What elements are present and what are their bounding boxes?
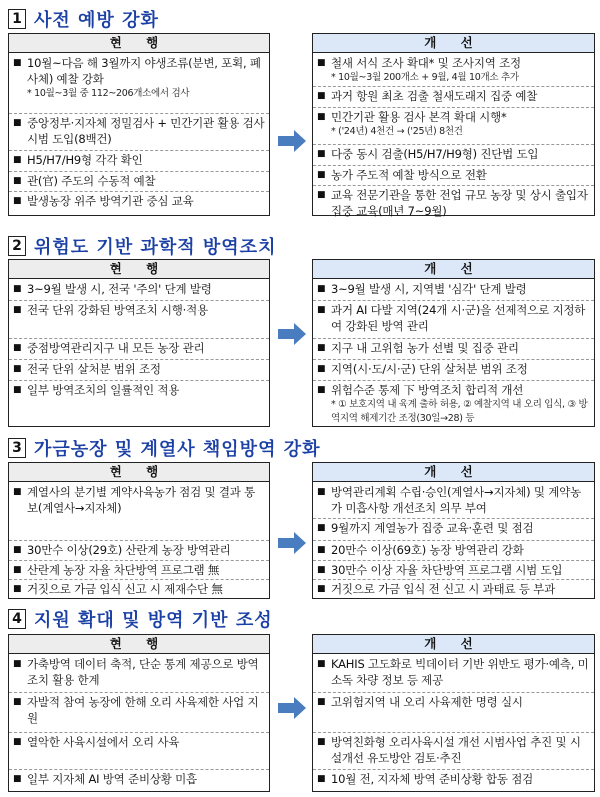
list-item: ■ 전국 단위 살처분 범위 조정: [9, 360, 269, 381]
current-header: 현 행: [9, 463, 269, 482]
improved-header: 개 선: [313, 635, 594, 654]
list-item: ■ 지구 내 고위험 농가 선별 및 집중 관리: [313, 339, 594, 360]
improved-box: [312, 462, 595, 599]
list-item: ■ 농가 주도적 예찰 방식으로 전환: [313, 166, 594, 186]
section-number: 3: [8, 438, 26, 458]
current-box: [8, 33, 270, 216]
section-heading: 위험도 기반 과학적 방역조치: [34, 237, 277, 258]
list-item: ■ 발생농장 위주 방역기관 중심 교육: [13, 194, 194, 208]
list-item: ■ 관(官) 주도의 수동적 예찰: [9, 172, 269, 192]
list-item: ■ 가축방역 데이터 축적, 단순 통계 제공으로 방역조치 활용 한계: [9, 655, 269, 693]
arrow-right-icon: [278, 323, 306, 345]
improved-box: [312, 33, 595, 216]
section-number: 1: [8, 9, 26, 29]
list-item: ■ 일부 방역조치의 일률적인 적용: [13, 383, 180, 397]
arrow-right-icon: [278, 697, 306, 719]
section-number: 2: [8, 236, 26, 256]
list-item: ■ 자발적 참여 농장에 한해 오리 사육제한 사업 지원: [9, 693, 269, 733]
arrow-right-icon: [278, 532, 306, 554]
list-item: ■ 산란계 농장 자율 차단방역 프로그램 無: [9, 561, 269, 580]
section-number: 4: [8, 609, 26, 629]
list-item: ■ 10월~다음 해 3월까지 야생조류(분변, 포획, 폐사체) 예찰 강화 * 10월~3월 중 112~206개소에서 검사: [9, 54, 269, 114]
list-item: ■ 중점방역관리지구 내 모든 농장 관리: [9, 339, 269, 360]
improved-box: [312, 634, 595, 792]
list-item: ■ 과거 AI 다발 지역(24개 시·군)을 선제적으로 지정하여 강화된 방역 관리: [313, 301, 594, 339]
list-item: ■ H5/H7/H9형 각각 확인: [9, 151, 269, 172]
list-item: ■ 다중 동시 검출(H5/H7/H9형) 진단법 도입: [313, 145, 594, 166]
improved-box: [312, 259, 595, 427]
section-heading: 사전 예방 강화: [34, 10, 159, 31]
section-title: [8, 6, 159, 32]
list-item: ■ 거짓으로 가금 입식 신고 시 제재수단 無: [13, 582, 223, 596]
list-item: ■ 과거 항원 최초 검출 철새도래지 집중 예찰: [313, 87, 594, 108]
section-heading: 가금농장 및 계열사 책임방역 강화: [34, 439, 321, 460]
section-title: [8, 606, 273, 632]
improved-header: 개 선: [313, 463, 594, 482]
list-item: ■ 20만수 이상(69호) 농장 방역관리 강화: [313, 541, 594, 561]
current-box: [8, 634, 270, 792]
list-item: ■ 3~9월 발생 시, 전국 '주의' 단계 발령: [9, 280, 269, 301]
list-item: ■ 9월까지 계열농가 집중 교육·훈련 및 점검: [313, 519, 594, 541]
list-item: ■ 전국 단위 강화된 방역조치 시행·적용: [9, 301, 269, 339]
section-4: [0, 606, 600, 796]
list-item: ■ 거짓으로 가금 입식 전 신고 시 과태료 등 부과: [317, 582, 556, 596]
improved-header: 개 선: [313, 34, 594, 53]
list-item: ■ 지역(시·도/시·군) 단위 살처분 범위 조정: [313, 360, 594, 381]
section-title: [8, 435, 321, 461]
list-item: ■ 계열사의 분기별 계약사육농가 점검 및 결과 통보(계열사→지자체): [9, 483, 269, 541]
section-title: [8, 233, 276, 259]
list-item: ■ 중앙정부·지자체 정밀검사 + 민간기관 활용 검사 시범 도입(8백건): [9, 114, 269, 151]
current-header: 현 행: [9, 34, 269, 53]
list-item: ■ 고위험지역 내 오리 사육제한 명령 실시: [313, 693, 594, 733]
section-2: [0, 233, 600, 428]
list-item: ■ 방역친화형 오리사육시설 개선 시범사업 추진 및 시설개선 유도방안 검토·추진: [313, 733, 594, 770]
current-header: 현 행: [9, 260, 269, 279]
section-3: [0, 435, 600, 600]
current-box: [8, 259, 270, 427]
list-item: ■ 30만수 이상 자율 차단방역 프로그램 시범 도입: [313, 561, 594, 580]
current-box: [8, 462, 270, 599]
section-heading: 지원 확대 및 방역 기반 조성: [34, 610, 273, 631]
list-item: ■ 3~9월 발생 시, 지역별 '심각' 단계 발령: [313, 280, 594, 301]
list-item: ■ 10월 전, 지자체 방역 준비상황 합동 점검: [317, 772, 534, 786]
list-item: ■ 민간기관 활용 검사 본격 확대 시행* * ('24년) 4천건 → ('25년) 8천건: [313, 108, 594, 145]
arrow-right-icon: [278, 130, 306, 152]
list-item: ■ 일부 지자체 AI 방역 준비상황 미흡: [13, 772, 197, 786]
list-item: ■ 철새 서식 조사 확대* 및 조사지역 조정 * 10월~3월 200개소 + 9월, 4월 10개소 추가: [313, 54, 594, 87]
list-item: ■ 열악한 사육시설에서 오리 사육: [9, 733, 269, 770]
list-item: ■ 교육 전문기관을 통한 전업 규모 농장 및 상시 출입자 집중 교육(매년 7~9월): [317, 188, 588, 218]
list-item: ■ 위험수준 통제 下 방역조치 합리적 개선 * ① 보호지역 내 육계 출하 허용, ② 예찰지역 내 오리 입식, ③ 방역지역 해제기간 조정(30일→28) 등: [317, 383, 588, 424]
section-1: [0, 6, 600, 218]
list-item: ■ KAHIS 고도화로 빅데이터 기반 위반도 평가·예측, 미소독 차량 정보 등 제공: [313, 655, 594, 693]
improved-header: 개 선: [313, 260, 594, 279]
list-item: ■ 30만수 이상(29호) 산란계 농장 방역관리: [9, 541, 269, 561]
current-header: 현 행: [9, 635, 269, 654]
list-item: ■ 방역관리계획 수립·승인(계열사→지자체) 및 계약농가 미흡사항 개선조치 의무 부여: [313, 483, 594, 519]
